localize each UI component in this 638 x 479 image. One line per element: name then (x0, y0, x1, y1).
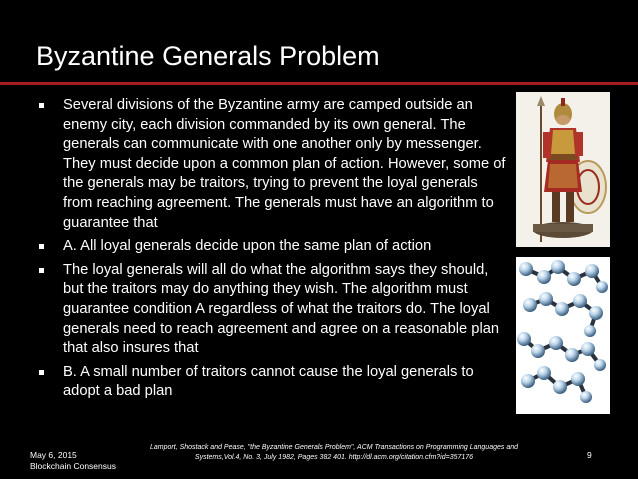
bullet-text: Several divisions of the Byzantine army are camped outside an enemy city, each division commanded by its own general. The generals can communicate with one another only by messenger. They must decide upon a common plan of action. However, some of the generals may be traitors, trying to prevent the loyal generals from reaching agreement. The generals must have an algorithm to guarantee that (63, 97, 506, 231)
page-number: 9 (587, 450, 592, 460)
bullet-marker-icon (39, 268, 44, 273)
bullet-text: The loyal generals will all do what the algorithm says they should, but the traitors may do anything they wish. The algorithm must guarantee condition A regardless of what the traitors do. The loyal generals need to reach agreement and agree on a reasonable plan that also insures that (63, 261, 500, 357)
bullet-marker-icon (39, 244, 44, 249)
general-figurine-icon (516, 92, 610, 247)
byzantine-general-image (516, 92, 610, 247)
bullet-item (36, 363, 506, 402)
bullet-list (36, 96, 506, 406)
molecule-network-icon (516, 257, 610, 414)
footer-reference: Lamport, Shostack and Pease, "the Byzantine Generals Problem", ACM Transactions on Programming Languages and Systems,Vol.4, No. 3, July 1982, Pages 382 401. http://dl.acm.org/citation.cfm?id=357176 (150, 444, 518, 461)
bullet-marker-icon (39, 370, 44, 375)
bullet-item (36, 96, 506, 233)
footer-info (30, 450, 116, 472)
network-nodes-image (516, 257, 610, 414)
bullet-text: A. All loyal generals decide upon the same plan of action (63, 238, 432, 255)
slide-title: Byzantine Generals Problem (36, 41, 380, 71)
bullet-item (36, 261, 506, 359)
footer-subtitle: Blockchain Consensus (30, 461, 116, 471)
footer-date: May 6, 2015 (30, 450, 77, 460)
bullet-text: B. A small number of traitors cannot cause the loyal generals to adopt a bad plan (63, 363, 474, 400)
bullet-item (36, 237, 506, 257)
bullet-marker-icon (39, 103, 44, 108)
title-divider (0, 82, 638, 85)
